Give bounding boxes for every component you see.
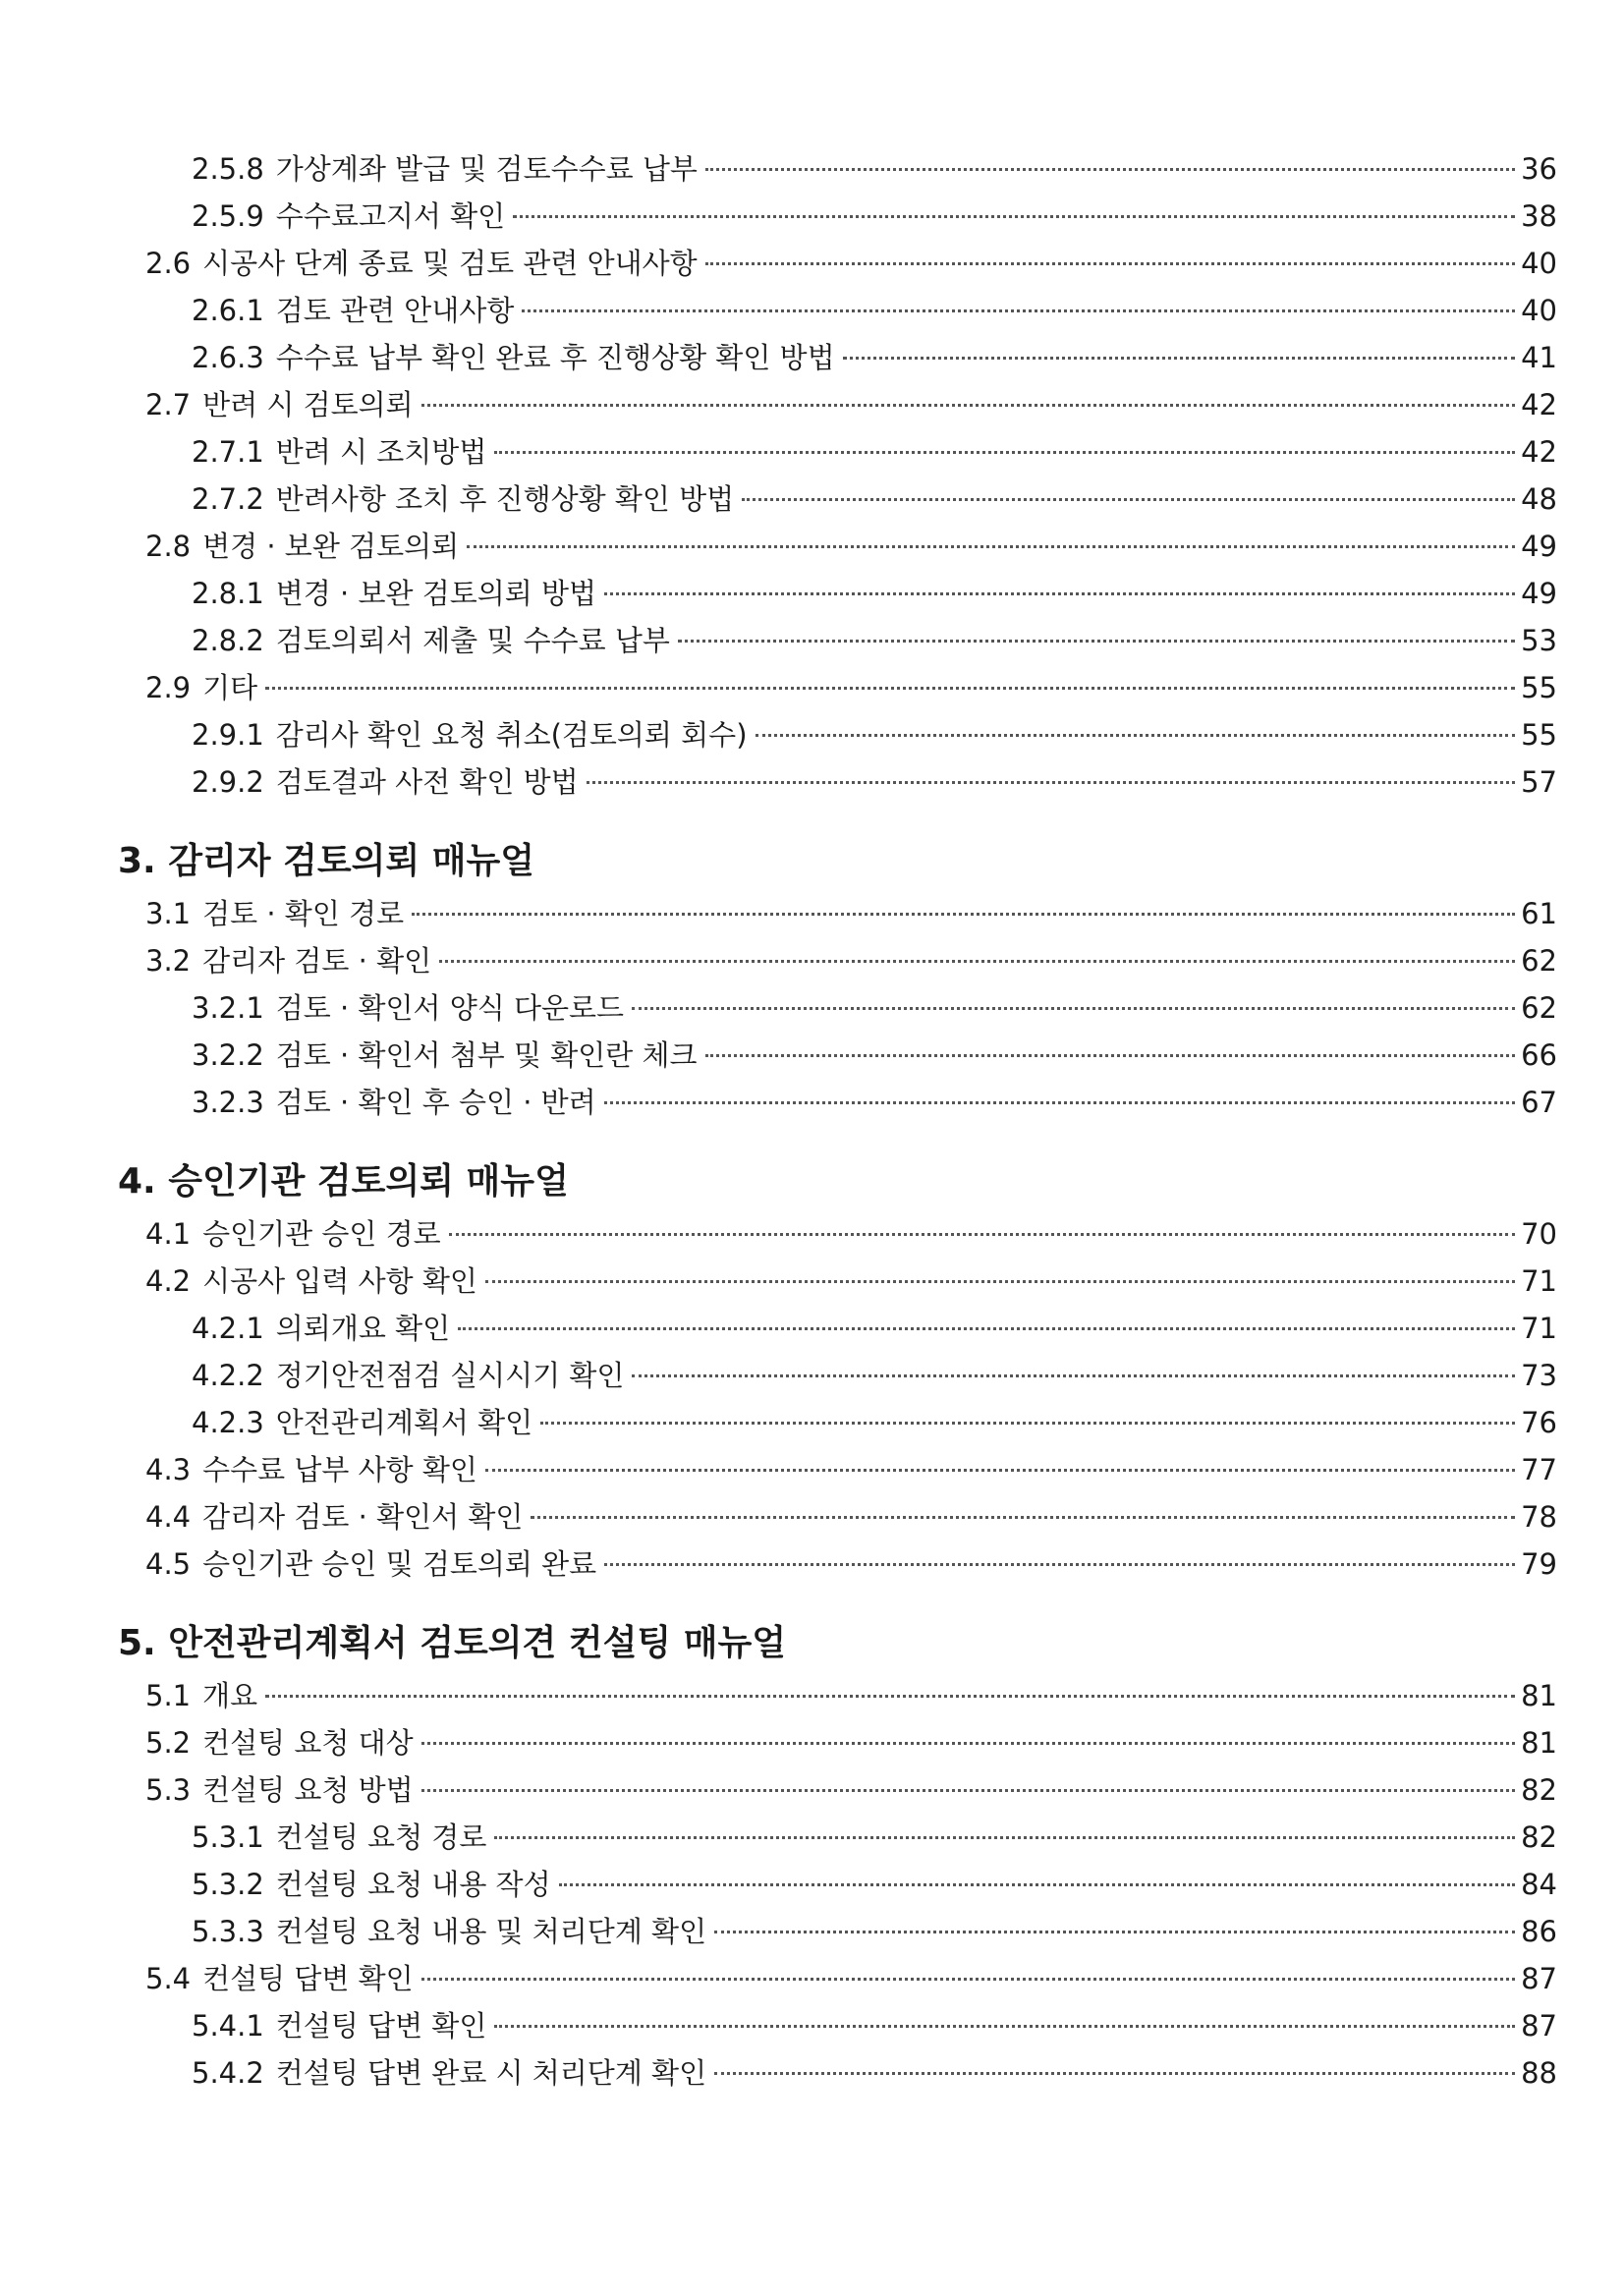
toc-entry-page-number: 78: [1521, 1500, 1557, 1534]
toc-entry-number: 4.1: [145, 1217, 192, 1251]
toc-entry-number: 2.6.1: [192, 294, 264, 327]
toc-entry-page-number: 38: [1521, 199, 1557, 233]
dot-leader: [412, 913, 1515, 916]
dot-leader: [265, 687, 1515, 690]
toc-entry-page-number: 77: [1521, 1453, 1557, 1486]
toc-entry-title: 컨설팅 요청 대상: [202, 1726, 414, 1760]
toc-subsection-entry[interactable]: [118, 476, 1557, 523]
toc-entry-title: 검토 · 확인 경로: [202, 897, 405, 930]
toc-entry-number: 4.2.2: [192, 1359, 264, 1392]
toc-entry-page-number: 71: [1521, 1264, 1557, 1298]
dot-leader: [522, 309, 1515, 312]
toc-section-entry[interactable]: [118, 523, 1557, 570]
toc-subsection-entry[interactable]: [118, 758, 1557, 806]
toc-entry-number: 5.1: [145, 1679, 192, 1712]
toc-entry-page-number: 40: [1521, 247, 1557, 280]
toc-entry-number: 2.6.3: [192, 341, 264, 374]
dot-leader: [467, 545, 1515, 548]
dot-leader: [714, 1931, 1515, 1933]
toc-entry-number: 3.1: [145, 897, 192, 930]
toc-entry-page-number: 66: [1521, 1038, 1557, 1072]
toc-entry-number: 2.7.1: [192, 435, 264, 469]
toc-section-entry[interactable]: [118, 1540, 1557, 1588]
toc-entry-number: 4.5: [145, 1547, 192, 1581]
toc-entry-title: 감리자 검토 · 확인: [202, 944, 432, 978]
toc-entry-title: 정기안전점검 실시시기 확인: [275, 1359, 625, 1392]
dot-leader: [421, 404, 1515, 407]
dot-leader: [742, 498, 1515, 501]
toc-entry-page-number: 53: [1521, 624, 1557, 657]
toc-subsection-entry[interactable]: [118, 193, 1557, 240]
toc-entry-page-number: 71: [1521, 1312, 1557, 1345]
dot-leader: [485, 1469, 1515, 1472]
toc-entry-number: 2.5.9: [192, 199, 264, 233]
toc-entry-page-number: 82: [1521, 1773, 1557, 1807]
toc-entry-number: 2.9.2: [192, 765, 264, 799]
toc-subsection-entry[interactable]: [118, 145, 1557, 193]
toc-entry-title: 변경 · 보완 검토의뢰: [202, 530, 460, 563]
section-heading: 3. 감리자 검토의뢰 매뉴얼: [118, 841, 535, 881]
toc-entry-page-number: 67: [1521, 1086, 1557, 1119]
toc-subsection-entry[interactable]: [118, 1305, 1557, 1352]
toc-entry-number: 2.8.1: [192, 577, 264, 610]
toc-entry-title: 개요: [202, 1679, 258, 1712]
toc-entry-title: 시공사 단계 종료 및 검토 관련 안내사항: [202, 247, 698, 280]
toc-subsection-entry[interactable]: [118, 570, 1557, 617]
toc-section-entry[interactable]: [118, 664, 1557, 711]
dot-leader: [421, 1978, 1515, 1981]
toc-entry-title: 의뢰개요 확인: [275, 1312, 451, 1345]
toc-section-entry[interactable]: [118, 1446, 1557, 1493]
toc-subsection-entry[interactable]: [118, 287, 1557, 334]
toc-subsection-entry[interactable]: [118, 2002, 1557, 2049]
toc-entry-number: 5.4.1: [192, 2009, 264, 2043]
toc-entry-title: 가상계좌 발급 및 검토수수료 납부: [275, 152, 698, 186]
dot-leader: [604, 592, 1515, 595]
toc-entry-number: 4.3: [145, 1453, 192, 1486]
toc-section-entry[interactable]: [118, 1719, 1557, 1766]
dot-leader: [843, 357, 1516, 360]
toc-entry-page-number: 55: [1521, 671, 1557, 704]
toc-entry-page-number: 42: [1521, 388, 1557, 421]
toc-entry-title: 반려사항 조치 후 진행상황 확인 방법: [275, 482, 735, 516]
toc-entry-number: 5.4.2: [192, 2056, 264, 2090]
dot-leader: [494, 2025, 1515, 2028]
toc-subsection-entry[interactable]: [118, 428, 1557, 476]
toc-subsection-entry[interactable]: [118, 1399, 1557, 1446]
toc-entry-title: 변경 · 보완 검토의뢰 방법: [275, 577, 597, 610]
toc-entry-page-number: 81: [1521, 1679, 1557, 1712]
toc-entry-title: 컨설팅 답변 확인: [202, 1962, 414, 1995]
dot-leader: [705, 168, 1515, 171]
toc-entry-title: 수수료 납부 확인 완료 후 진행상황 확인 방법: [275, 341, 835, 374]
dot-leader: [531, 1516, 1515, 1519]
toc-entry-page-number: 87: [1521, 1962, 1557, 1995]
toc-section-entry[interactable]: [118, 1766, 1557, 1814]
toc-entry-number: 2.5.8: [192, 152, 264, 186]
toc-entry-page-number: 55: [1521, 718, 1557, 752]
toc-entry-page-number: 49: [1521, 577, 1557, 610]
toc-entry-title: 컨설팅 요청 방법: [202, 1773, 414, 1807]
toc-entry-number: 5.3.1: [192, 1820, 264, 1854]
toc-entry-title: 검토 · 확인 후 승인 · 반려: [275, 1086, 596, 1119]
toc-entry-title: 안전관리계획서 확인: [275, 1406, 533, 1439]
toc-entry-title: 반려 시 검토의뢰: [202, 388, 414, 421]
toc-entry-title: 반려 시 조치방법: [275, 435, 487, 469]
toc-entry-page-number: 57: [1521, 765, 1557, 799]
toc-entry-page-number: 86: [1521, 1915, 1557, 1948]
toc-entry-number: 2.6: [145, 247, 192, 280]
toc-section-entry[interactable]: [118, 381, 1557, 428]
toc-entry-title: 컨설팅 답변 확인: [275, 2009, 487, 2043]
toc-subsection-entry[interactable]: [118, 711, 1557, 758]
dot-leader: [513, 215, 1515, 218]
toc-entry-number: 4.2: [145, 1264, 192, 1298]
toc-entry-number: 2.8: [145, 530, 192, 563]
dot-leader: [632, 1374, 1515, 1377]
table-of-contents: [118, 145, 1557, 2097]
toc-subsection-entry[interactable]: [118, 1861, 1557, 1908]
toc-entry-title: 감리자 검토 · 확인서 확인: [202, 1500, 524, 1534]
toc-entry-number: 2.7.2: [192, 482, 264, 516]
toc-entry-title: 감리사 확인 요청 취소(검토의뢰 회수): [275, 718, 748, 752]
toc-subsection-entry[interactable]: [118, 984, 1557, 1032]
toc-entry-page-number: 81: [1521, 1726, 1557, 1760]
dot-leader: [458, 1327, 1515, 1330]
toc-section-entry[interactable]: [118, 937, 1557, 984]
toc-section-entry[interactable]: [118, 1210, 1557, 1258]
toc-entry-number: 5.4: [145, 1962, 192, 1995]
toc-entry-number: 5.3.3: [192, 1915, 264, 1948]
dot-leader: [705, 262, 1515, 265]
toc-subsection-entry[interactable]: [118, 1079, 1557, 1126]
dot-leader: [714, 2072, 1515, 2075]
section-heading: 4. 승인기관 검토의뢰 매뉴얼: [118, 1161, 569, 1202]
dot-leader: [265, 1695, 1515, 1698]
toc-entry-title: 컨설팅 답변 완료 시 처리단계 확인: [275, 2056, 707, 2090]
toc-subsection-entry[interactable]: [118, 617, 1557, 664]
dot-leader: [604, 1563, 1515, 1566]
toc-entry-number: 2.9.1: [192, 718, 264, 752]
toc-entry-number: 5.3: [145, 1773, 192, 1807]
toc-subsection-entry[interactable]: [118, 334, 1557, 381]
toc-entry-title: 검토 관련 안내사항: [275, 294, 515, 327]
dot-leader: [449, 1233, 1515, 1236]
dot-leader: [587, 781, 1516, 784]
toc-entry-title: 검토 · 확인서 양식 다운로드: [275, 991, 625, 1025]
dot-leader: [559, 1883, 1516, 1886]
toc-entry-page-number: 82: [1521, 1820, 1557, 1854]
dot-leader: [421, 1789, 1515, 1792]
toc-entry-number: 4.4: [145, 1500, 192, 1534]
toc-entry-page-number: 62: [1521, 944, 1557, 978]
toc-entry-page-number: 48: [1521, 482, 1557, 516]
toc-entry-title: 승인기관 승인 및 검토의뢰 완료: [202, 1547, 597, 1581]
toc-entry-number: 2.9: [145, 671, 192, 704]
toc-entry-page-number: 36: [1521, 152, 1557, 186]
toc-section-entry[interactable]: [118, 240, 1557, 287]
dot-leader: [421, 1742, 1515, 1745]
toc-entry-page-number: 42: [1521, 435, 1557, 469]
toc-entry-number: 4.2.1: [192, 1312, 264, 1345]
toc-subsection-entry[interactable]: [118, 1352, 1557, 1399]
toc-entry-title: 컨설팅 요청 내용 및 처리단계 확인: [275, 1915, 707, 1948]
toc-entry-number: 3.2.1: [192, 991, 264, 1025]
toc-section-entry[interactable]: [118, 890, 1557, 937]
toc-entry-number: 5.3.2: [192, 1868, 264, 1901]
toc-entry-number: 2.7: [145, 388, 192, 421]
toc-entry-page-number: 61: [1521, 897, 1557, 930]
toc-section-entry[interactable]: [118, 1672, 1557, 1719]
toc-entry-page-number: 88: [1521, 2056, 1557, 2090]
dot-leader: [604, 1101, 1515, 1104]
toc-entry-title: 컨설팅 요청 내용 작성: [275, 1868, 551, 1901]
dot-leader: [705, 1054, 1516, 1057]
toc-entry-page-number: 73: [1521, 1359, 1557, 1392]
toc-subsection-entry[interactable]: [118, 1908, 1557, 1955]
toc-entry-number: 4.2.3: [192, 1406, 264, 1439]
toc-section-entry[interactable]: [118, 1493, 1557, 1540]
toc-subsection-entry[interactable]: [118, 1814, 1557, 1861]
toc-entry-page-number: 79: [1521, 1547, 1557, 1581]
toc-entry-number: 3.2.2: [192, 1038, 264, 1072]
dot-leader: [756, 734, 1516, 737]
toc-entry-title: 수수료 납부 사항 확인: [202, 1453, 477, 1486]
toc-subsection-entry[interactable]: [118, 2049, 1557, 2097]
toc-entry-page-number: 84: [1521, 1868, 1557, 1901]
toc-entry-page-number: 70: [1521, 1217, 1557, 1251]
dot-leader: [494, 451, 1515, 454]
toc-entry-number: 5.2: [145, 1726, 192, 1760]
toc-entry-page-number: 40: [1521, 294, 1557, 327]
dot-leader: [678, 640, 1515, 643]
toc-entry-title: 수수료고지서 확인: [275, 199, 506, 233]
toc-entry-title: 검토결과 사전 확인 방법: [275, 765, 579, 799]
toc-entry-title: 검토의뢰서 제출 및 수수료 납부: [275, 624, 670, 657]
dot-leader: [632, 1007, 1515, 1010]
toc-entry-title: 검토 · 확인서 첨부 및 확인란 체크: [275, 1038, 698, 1072]
toc-entry-number: 3.2.3: [192, 1086, 264, 1119]
section-heading: 5. 안전관리계획서 검토의견 컨설팅 매뉴얼: [118, 1623, 787, 1663]
toc-section-entry[interactable]: [118, 1258, 1557, 1305]
toc-entry-page-number: 41: [1521, 341, 1557, 374]
dot-leader: [540, 1422, 1515, 1425]
toc-entry-title: 기타: [202, 671, 258, 704]
dot-leader: [485, 1280, 1515, 1283]
toc-entry-page-number: 76: [1521, 1406, 1557, 1439]
dot-leader: [494, 1836, 1515, 1839]
toc-subsection-entry[interactable]: [118, 1032, 1557, 1079]
toc-section-entry[interactable]: [118, 1955, 1557, 2002]
toc-entry-number: 2.8.2: [192, 624, 264, 657]
toc-entry-title: 컨설팅 요청 경로: [275, 1820, 487, 1854]
toc-entry-page-number: 62: [1521, 991, 1557, 1025]
toc-entry-title: 시공사 입력 사항 확인: [202, 1264, 477, 1298]
toc-entry-page-number: 87: [1521, 2009, 1557, 2043]
toc-entry-number: 3.2: [145, 944, 192, 978]
dot-leader: [439, 960, 1515, 963]
toc-entry-page-number: 49: [1521, 530, 1557, 563]
toc-entry-title: 승인기관 승인 경로: [202, 1217, 441, 1251]
